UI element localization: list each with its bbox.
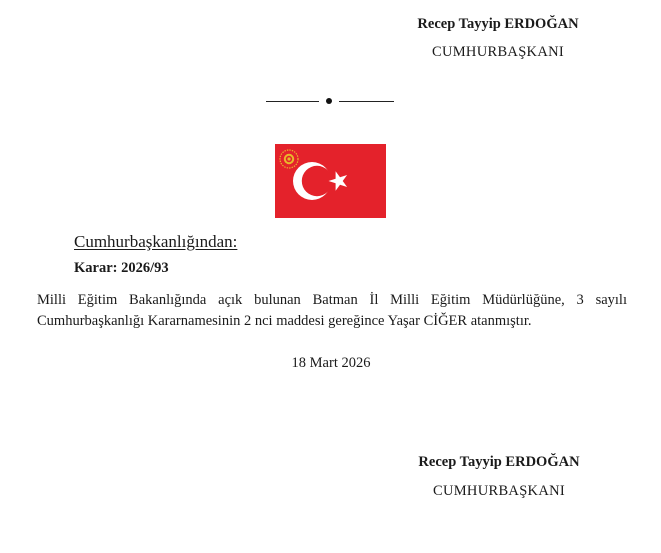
turkish-flag-icon bbox=[275, 144, 386, 218]
section-divider bbox=[266, 93, 394, 107]
signature-top-name: Recep Tayyip ERDOĞAN bbox=[417, 16, 579, 32]
issuer-heading: Cumhurbaşkanlığından: bbox=[74, 232, 238, 251]
decision-text-line-1: Milli Eğitim Bakanlığında açık bulunan Batman İl Milli Eğitim Müdürlüğüne, 3 sayılı bbox=[37, 292, 627, 308]
divider-line-left bbox=[266, 101, 319, 102]
decision-text-line-2: Cumhurbaşkanlığı Kararnamesinin 2 nci maddesi gereğince Yaşar CİĞER atanmıştır. bbox=[37, 313, 532, 329]
divider-line-right bbox=[339, 101, 394, 102]
signature-bottom-title: CUMHURBAŞKANI bbox=[433, 483, 565, 499]
divider-dot bbox=[326, 98, 332, 104]
decision-number: Karar: 2026/93 bbox=[74, 260, 169, 276]
signature-top-title: CUMHURBAŞKANI bbox=[432, 44, 564, 60]
decision-date: 18 Mart 2026 bbox=[291, 355, 371, 371]
signature-bottom-name: Recep Tayyip ERDOĞAN bbox=[418, 454, 580, 470]
